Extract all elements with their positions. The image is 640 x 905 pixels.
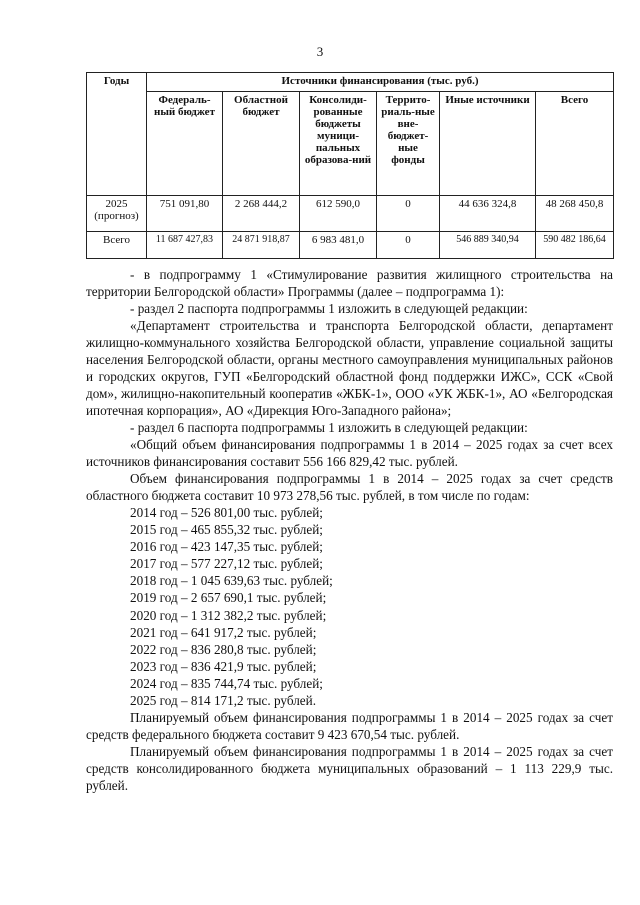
table-cell: 612 590,0 xyxy=(300,196,377,232)
column-header: Всего xyxy=(536,92,614,196)
list-item: 2024 год – 835 744,74 тыс. рублей; xyxy=(130,675,323,691)
list-item: 2021 год – 641 917,2 тыс. рублей; xyxy=(130,624,317,640)
list-item: 2022 год – 836 280,8 тыс. рублей; xyxy=(130,641,317,657)
list-item: 2025 год – 814 171,2 тыс. рублей. xyxy=(130,693,316,709)
row-label: 2025 (прогноз) xyxy=(87,196,147,232)
table-cell: 546 889 340,94 xyxy=(440,232,536,259)
page-number: 3 xyxy=(316,44,324,59)
paragraph: «Общий объем финансирования подпрограммы 1 в 2014 – 2025 годах за счет всех источников финансирования составит 556 166 829,42 тыс. рублей. xyxy=(86,437,613,469)
column-header: Областной бюджет xyxy=(223,92,300,196)
table-cell: 44 636 324,8 xyxy=(440,196,536,232)
list-item: 2020 год – 1 312 382,2 тыс. рублей; xyxy=(130,607,327,623)
table-row xyxy=(87,232,614,259)
paragraph: - раздел 2 паспорта подпрограммы 1 изложить в следующей редакции: xyxy=(130,301,528,316)
table-cell: 0 xyxy=(377,196,440,232)
list-item: 2023 год – 836 421,9 тыс. рублей; xyxy=(130,658,317,674)
table-cell: 24 871 918,87 xyxy=(223,232,300,259)
paragraph: - в подпрограмму 1 «Стимулирование развития жилищного строительства на территории Белгородской области» Программы (далее – подпрограмма 1): xyxy=(86,267,613,299)
list-item: 2014 год – 526 801,00 тыс. рублей; xyxy=(130,505,323,520)
column-header: Иные источники xyxy=(440,92,536,196)
paragraph: «Департамент строительства и транспорта Белгородской области, департамент жилищно-коммунального хозяйства Белгородской области, управление социальной защиты населения Белгородской области, органы местного самоуправления муниципальных районов и городских округов, ГУП «Белгородский областной фонд поддержки ИЖС», ССК «Свой дом», жилищно-накопительный кооператив «ЖБК-1», ООО «УК ЖБК-1», АО «Белгородская ипотечная корпорация», АО «Дирекция Юго-Западного района»; xyxy=(86,318,613,418)
list-item: 2019 год – 2 657 690,1 тыс. рублей; xyxy=(130,590,327,606)
document-body xyxy=(86,266,613,794)
list-item: 2017 год – 577 227,12 тыс. рублей; xyxy=(130,556,323,572)
column-header: Террито-риаль-ные вне-бюджет-ные фонды xyxy=(377,92,440,196)
column-header: Консолиди-рованные бюджеты муници-пальных образова-ний xyxy=(300,92,377,196)
table-cell: 48 268 450,8 xyxy=(536,196,614,232)
list-item: 2018 год – 1 045 639,63 тыс. рублей; xyxy=(130,573,333,589)
table-cell: 0 xyxy=(377,232,440,259)
table-row xyxy=(87,196,614,232)
sources-header: Источники финансирования (тыс. руб.) xyxy=(147,73,614,92)
list-item: 2016 год – 423 147,35 тыс. рублей; xyxy=(130,539,323,555)
table-cell: 6 983 481,0 xyxy=(300,232,377,259)
list-item: 2015 год – 465 855,32 тыс. рублей; xyxy=(130,522,323,538)
table-cell: 11 687 427,83 xyxy=(147,232,223,259)
years-list xyxy=(86,504,613,709)
row-label: Всего xyxy=(87,232,147,259)
table-cell: 590 482 186,64 xyxy=(536,232,614,259)
column-header: Федераль-ный бюджет xyxy=(147,92,223,196)
table-cell: 751 091,80 xyxy=(147,196,223,232)
paragraph: - раздел 6 паспорта подпрограммы 1 изложить в следующей редакции: xyxy=(130,420,528,435)
financing-table xyxy=(86,72,614,259)
paragraph: Планируемый объем финансирования подпрограммы 1 в 2014 – 2025 годах за счет средств федерального бюджета составит 9 423 670,54 тыс. рублей. xyxy=(86,710,613,743)
table-cell: 2 268 444,2 xyxy=(223,196,300,232)
paragraph: Планируемый объем финансирования подпрограммы 1 в 2014 – 2025 годах за счет средств консолидированного бюджета муниципальных образований – 1 113 229,9 тыс. рублей. xyxy=(86,744,613,794)
paragraph: Объем финансирования подпрограммы 1 в 2014 – 2025 годах за счет средств областного бюджета составит 10 973 278,56 тыс. рублей, в том числе по годам: xyxy=(86,471,613,503)
years-header: Годы xyxy=(87,73,147,196)
